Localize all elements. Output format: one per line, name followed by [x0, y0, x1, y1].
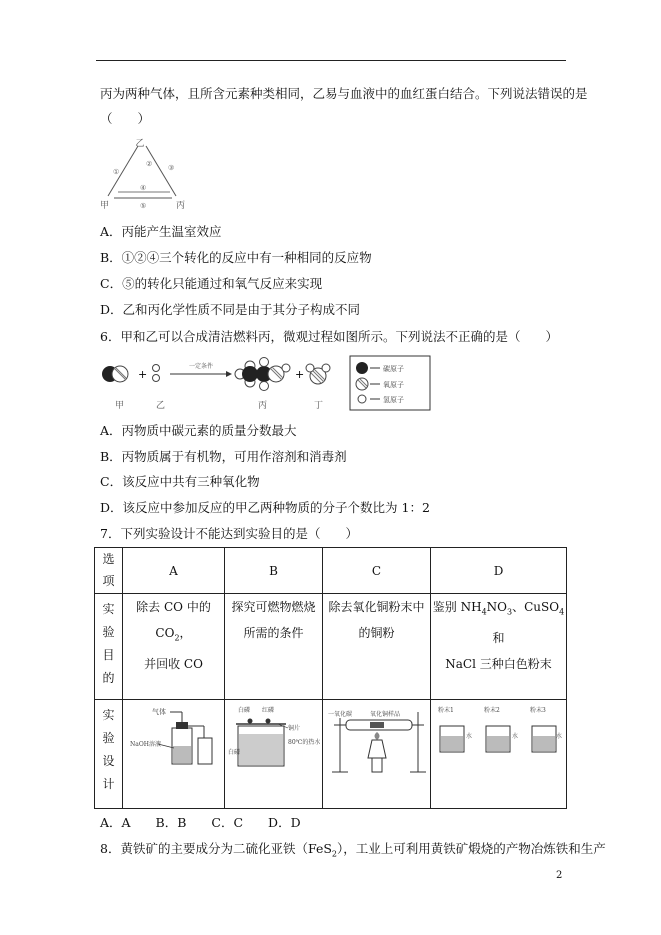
- q7-figure-d: [434, 704, 564, 766]
- q5-option-b: B．①②④三个转化的反应中有一种相同的反应物: [100, 250, 372, 265]
- svg-text:NaOH溶液: NaOH溶液: [129, 741, 161, 749]
- q5-label-3: ③: [168, 164, 175, 172]
- svg-text:粉末2: 粉末2: [483, 707, 500, 715]
- svg-text:氧化铜样品: 氧化铜样品: [369, 711, 400, 719]
- q7-col-c: C: [323, 548, 431, 594]
- q6-option-d: D．该反应中参加反应的甲乙两种物质的分子个数比为 1：2: [100, 500, 430, 515]
- molecule-ding: [306, 364, 330, 384]
- q7-design-b: [225, 700, 323, 809]
- q5-option-d: D．乙和丙化学性质不同是由于其分子构成不同: [100, 302, 361, 317]
- q6-condition: 一定条件: [188, 363, 214, 370]
- q7-purpose-label: 实 验 目 的: [95, 594, 123, 700]
- q6-micro-figure: [98, 352, 443, 414]
- q5-label-4: ④: [140, 184, 147, 192]
- q7-figure-a: [126, 704, 222, 770]
- q6-legend-oxygen-label: 氧原子: [383, 381, 404, 389]
- q6-plus-1: +: [138, 368, 148, 381]
- q7-answer-choices: A．A B．B C．C D．D: [100, 815, 301, 830]
- q7-design-d: [431, 700, 567, 809]
- molecule-bing: [235, 358, 290, 391]
- q7-design-c: [323, 700, 431, 809]
- q7-header-row: [95, 548, 567, 594]
- q7-purpose-row: [95, 594, 567, 700]
- q7-header-label: 选 项: [95, 548, 123, 594]
- q7-figure-b: [228, 704, 320, 770]
- q6-label-ding: 丁: [314, 401, 324, 411]
- q5-option-a: A．丙能产生温室效应: [100, 224, 222, 239]
- q5-label-5: ⑤: [140, 202, 147, 210]
- q7-design-label: 实 验 设 计: [95, 700, 123, 809]
- q5-node-c: 丙: [176, 201, 186, 211]
- q7-design-a: [123, 700, 225, 809]
- q7-design-row: [95, 700, 567, 809]
- q6-arrow-head: [226, 371, 232, 377]
- q6-legend-carbon-label: 碳原子: [383, 365, 404, 373]
- svg-text:水: 水: [511, 733, 518, 741]
- q5-triangle-diagram: [98, 136, 193, 214]
- q5-answer-paren: （ ）: [100, 111, 151, 126]
- q6-option-b: B．丙物质属于有机物，可用作溶剂和消毒剂: [100, 449, 347, 464]
- q6-legend-hydrogen-label: 氢原子: [383, 396, 404, 404]
- svg-text:水: 水: [555, 733, 562, 741]
- svg-text:粉末3: 粉末3: [529, 707, 546, 715]
- q6-label-jia: 甲: [115, 401, 125, 411]
- q6-option-c: C．该反应中共有三种氧化物: [100, 474, 260, 489]
- molecule-jia: [102, 366, 128, 382]
- q5-node-a: 甲: [100, 201, 110, 211]
- q5-label-2: ②: [146, 160, 153, 168]
- header-rule: [96, 60, 566, 61]
- svg-text:粉末1: 粉末1: [437, 707, 454, 715]
- svg-text:白磷: 白磷: [237, 707, 250, 715]
- svg-text:80℃的热水: 80℃的热水: [287, 739, 320, 747]
- q7-purpose-a: 除去 CO 中的 $CO_2$， 并回收 CO: [123, 594, 225, 700]
- q5-option-c: C．⑤的转化只能通过和氧气反应来实现: [100, 276, 323, 291]
- q6-option-a: A．丙物质中碳元素的质量分数最大: [100, 423, 297, 438]
- q7-col-b: B: [225, 548, 323, 594]
- q6-legend-hydrogen: [358, 395, 366, 403]
- q7-col-a: A: [123, 548, 225, 594]
- q5-node-b: 乙: [135, 139, 145, 149]
- q7-purpose-d: 鉴别 $NH_4NO_3$、CuSO$_4$和 NaCl 三种白色粉末: [431, 594, 567, 700]
- q7-purpose-b: 探究可燃物燃烧 所需的条件: [225, 594, 323, 700]
- q8-stem: 8．黄铁矿的主要成分为二硫化亚铁（FeS$_2$），工业上可利用黄铁矿煅烧的产物冶炼铁和生产: [100, 841, 606, 859]
- svg-text:白磷: 白磷: [227, 749, 240, 757]
- q6-stem: 6．甲和乙可以合成清洁燃料丙，微观过程如图所示。下列说法不正确的是（ ）: [100, 329, 558, 344]
- q7-figure-c: [326, 704, 428, 776]
- svg-text:铜片: 铜片: [287, 725, 300, 733]
- q6-label-bing: 丙: [258, 401, 268, 411]
- q7-purpose-c: 除去氧化铜粉末中 的铜粉: [323, 594, 431, 700]
- q5-label-1: ①: [113, 168, 120, 176]
- svg-text:水: 水: [465, 733, 472, 741]
- svg-text:气体: 气体: [151, 708, 166, 717]
- q7-col-d: D: [431, 548, 567, 594]
- q6-label-yi: 乙: [156, 401, 166, 411]
- q7-table: [94, 547, 567, 809]
- q6-legend-carbon: [356, 362, 368, 374]
- svg-text:红磷: 红磷: [261, 707, 274, 715]
- q6-plus-2: +: [295, 368, 305, 381]
- q5-stem: 丙为两种气体，且所含元素种类相同，乙易与血液中的血红蛋白结合。下列说法错误的是: [100, 86, 588, 101]
- svg-text:一氧化碳: 一氧化碳: [327, 711, 352, 719]
- molecule-yi: [153, 365, 160, 382]
- page-number: 2: [556, 870, 563, 881]
- q7-stem: 7．下列实验设计不能达到实验目的是（ ）: [100, 526, 358, 541]
